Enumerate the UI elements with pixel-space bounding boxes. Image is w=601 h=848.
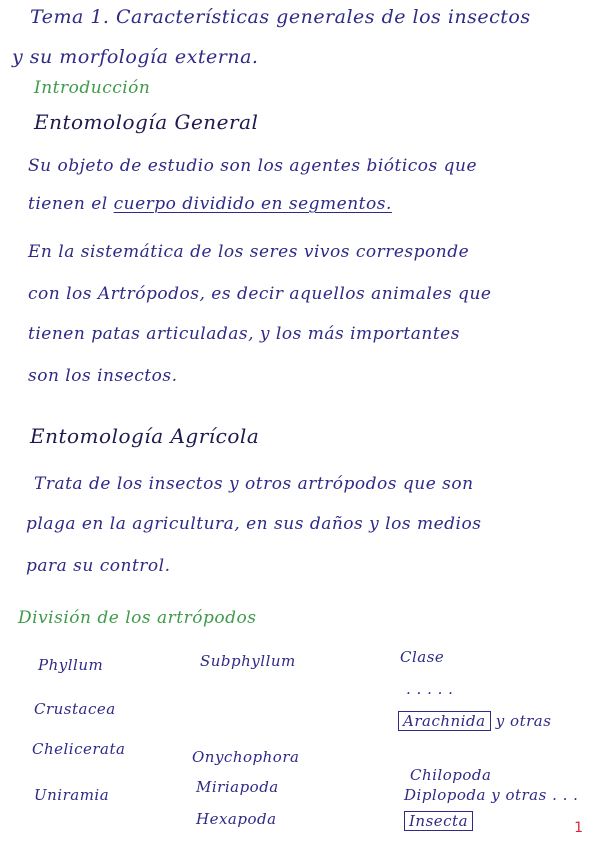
division-heading: División de los artrópodos [18, 608, 257, 628]
section1-line2 [28, 194, 392, 214]
clase-insecta-row [404, 812, 473, 830]
section1-heading: Entomología General [34, 110, 259, 134]
clase-arachnida-row [398, 712, 551, 730]
clase-arachnida: Arachnida [398, 711, 491, 731]
phyllum-uniramia: Uniramia [34, 786, 110, 804]
section2-line3: para su control. [26, 556, 171, 576]
page-title-line2: y su morfología externa. [12, 46, 259, 68]
section1-line4: con los Artrópodos, es decir aquellos animales que [28, 284, 492, 304]
clase-arachnida-others: y otras [495, 712, 552, 730]
phyllum-crustacea: Crustacea [34, 700, 116, 718]
subphyllum-hexapoda: Hexapoda [196, 810, 277, 828]
col-phyllum: Phyllum [38, 656, 104, 674]
section2-heading: Entomología Agrícola [30, 424, 260, 448]
subphyllum-miriapoda: Miriapoda [196, 778, 279, 796]
phyllum-chelicerata: Chelicerata [32, 740, 126, 758]
clase-insecta: Insecta [404, 811, 473, 831]
page-number: 1 [574, 820, 583, 836]
section1-line6: son los insectos. [28, 366, 178, 386]
section1-line3: En la sistemática de los seres vivos corresponde [28, 242, 470, 262]
page-title-line1: Tema 1. Características generales de los insectos [30, 6, 531, 28]
clase-placeholder-dots: . . . . . [406, 680, 454, 698]
clase-diplopoda: Diplopoda y otras . . . [404, 786, 579, 804]
section1-line2-pre: tienen el [28, 194, 114, 214]
section2-line2: plaga en la agricultura, en sus daños y los medios [26, 514, 482, 534]
col-subphyllum: Subphyllum [200, 652, 296, 670]
section1-line2-underlined: cuerpo dividido en segmentos. [113, 194, 392, 214]
section1-line1: Su objeto de estudio son los agentes bióticos que [28, 156, 478, 176]
section2-line1: Trata de los insectos y otros artrópodos que son [34, 474, 474, 494]
subphyllum-onychophora: Onychophora [192, 748, 300, 766]
section1-line5: tienen patas articuladas, y los más importantes [28, 324, 460, 344]
clase-chilopoda: Chilopoda [410, 766, 492, 784]
col-clase: Clase [400, 648, 445, 666]
intro-heading: Introducción [34, 78, 151, 98]
